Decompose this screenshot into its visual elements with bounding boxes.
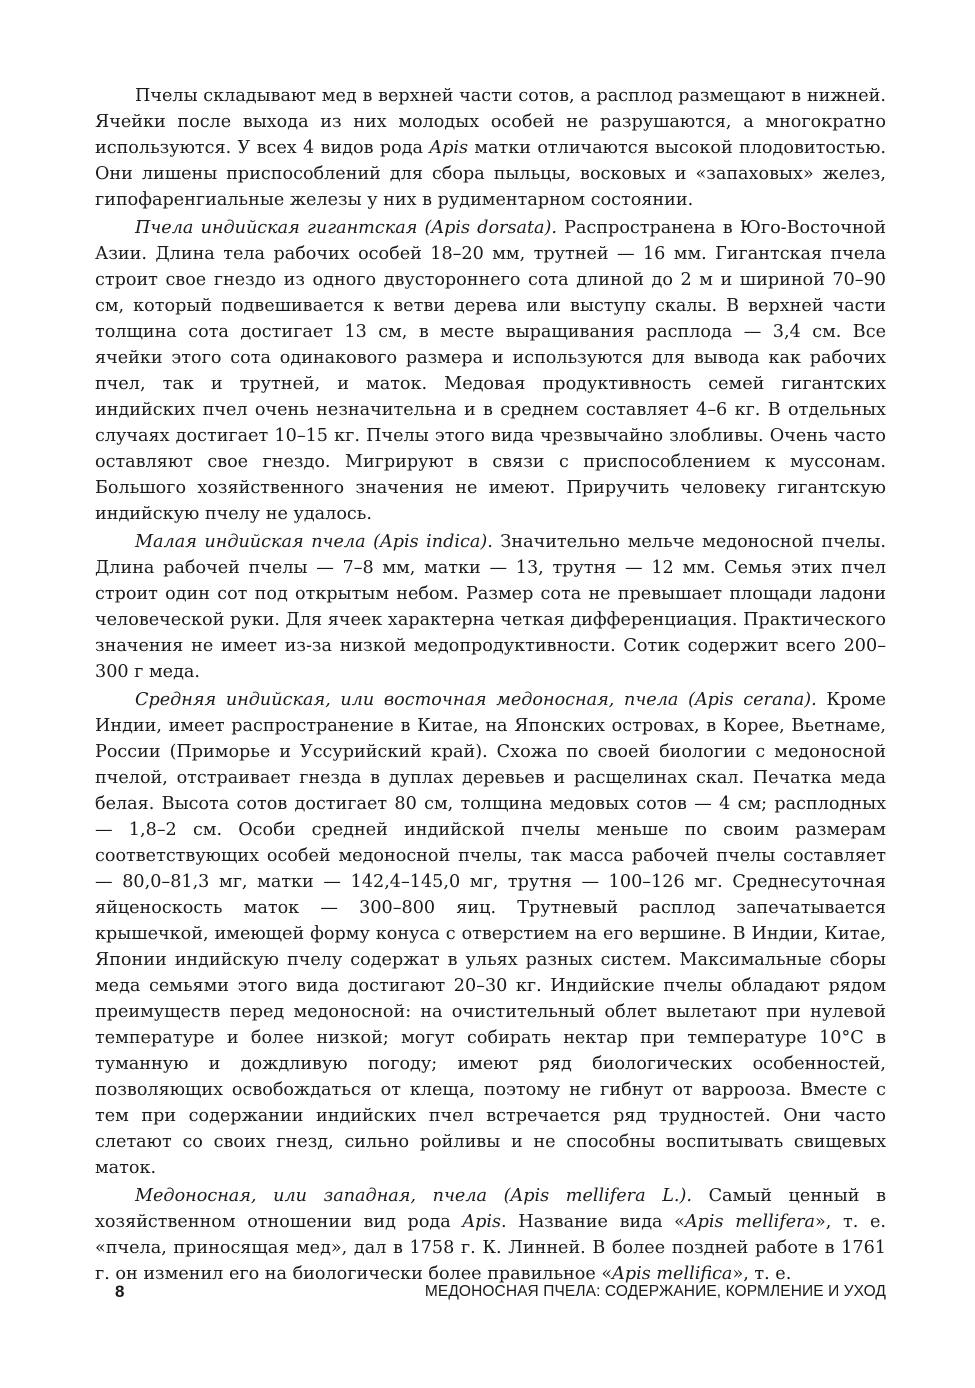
- text-run: Самый ценный в хозяйственном отношении вид рода: [95, 1186, 886, 1232]
- italic-run: Apis mellifera: [684, 1212, 816, 1232]
- paragraph: [95, 529, 886, 685]
- italic-run: Apis mellifica: [612, 1264, 733, 1284]
- text-run: Пчелы складывают мед в верхней части сотов, а расплод размещают в нижней. Ячейки после выхода из них молодых особей не разрушаются, а многократно используются. У всех 4 видов рода: [95, 86, 886, 158]
- italic-run: Медоносная, или западная, пчела (Apis mellifera L.).: [135, 1186, 692, 1206]
- italic-run: Средняя индийская, или восточная медоносная, пчела (Apis cerana).: [135, 690, 817, 710]
- text-run: . Название вида «: [501, 1212, 685, 1232]
- body-text: [95, 83, 886, 1289]
- text-run: », т. е.: [732, 1264, 792, 1284]
- italic-run: Apis: [429, 138, 469, 158]
- italic-run: Малая индийская пчела (Apis indica).: [135, 532, 493, 552]
- text-run: Кроме Индии, имеет распространение в Китае, на Японских островах, в Корее, Вьетнаме, России (Приморье и Уссурийский край). Схожа по своей биологии с медоносной пчелой, отстраивает гнезда в дуплах деревьев и расщелинах скал. Печатка меда белая. Высота сотов достигает 80 см, толщина медовых сотов — 4 см; расплодных — 1,8–2 см. Особи средней индийской пчелы меньше по своим размерам соответствующих особей медоносной пчелы, так масса рабочей пчелы составляет — 80,0–81,3 мг, матки — 142,4–145,0 мг, трутня — 100–126 мг. Среднесуточная яйценоскость маток — 300–800 яиц. Трутневый расплод запечатывается крышечкой, имеющей форму конуса с отверстием на его вершине. В Индии, Китае, Японии индийскую пчелу содержат в ульях разных систем. Максимальные сборы меда семьями этого вида достигают 20–30 кг. Индийские пчелы обладают рядом преимуществ перед медоносной: на очистительный облет вылетают при нулевой температуре и более низкой; могут собирать нектар при температуре 10°С в туманную и дождливую погоду; имеют ряд биологических особенностей, позволяющих освобождаться от клеща, поэтому не гибнут от варрооза. Вместе с тем при содержании индийских пчел встречается ряд трудностей. Они часто слетают со своих гнезд, сильно ройливы и не способны воспитывать свищевых маток.: [95, 690, 886, 1178]
- paragraph: [95, 1183, 886, 1287]
- paragraph: [95, 687, 886, 1181]
- text-run: матки отличаются высокой плодовитостью. Они лишены приспособлений для сбора пыльцы, восковых и «запаховых» желез, гипофаренгиальные железы у них в рудиментарном состоянии.: [95, 138, 886, 210]
- paragraph: [95, 215, 886, 527]
- running-head: МЕДОНОСНАЯ ПЧЕЛА: СОДЕРЖАНИЕ, КОРМЛЕНИЕ И УХОД: [424, 1283, 886, 1300]
- italic-run: Apis: [462, 1212, 502, 1232]
- page-number: 8: [115, 1282, 125, 1301]
- text-run: », т. е. «пчела, приносящая мед», дал в 1758 г. К. Линней. В более поздней работе в 1761 г. он изменил его на биологически более правильное «: [95, 1212, 887, 1284]
- paragraph: [95, 83, 886, 213]
- text-run: Значительно мельче медоносной пчелы. Длина рабочей пчелы — 7–8 мм, матки — 13, трутня — 12 мм. Семья этих пчел строит один сот под открытым небом. Размер сота не превышает площади ладони человеческой руки. Для ячеек характерна четкая дифференциация. Практического значения не имеет из-за низкой медопродуктивности. Сотик содержит всего 200–300 г меда.: [95, 532, 886, 682]
- text-run: Распространена в Юго-Восточной Азии. Длина тела рабочих особей 18–20 мм, трутней — 16 мм. Гигантская пчела строит свое гнездо из одного двустороннего сота длиной до 2 м и шириной 70–90 см, который подвешивается к ветви дерева или выступу скалы. В верхней части толщина сота достигает 13 см, в месте выращивания расплода — 3,4 см. Все ячейки этого сота одинакового размера и используются для вывода как рабочих пчел, так и трутней, и маток. Медовая продуктивность семей гигантских индийских пчел очень незначительна и в среднем составляет 4–6 кг. В отдельных случаях достигает 10–15 кг. Пчелы этого вида чрезвычайно злобливы. Очень часто оставляют свое гнездо. Мигрируют в связи с приспособлением к муссонам. Большого хозяйственного значения не имеют. Приручить человеку гигантскую индийскую пчелу не удалось.: [95, 218, 886, 524]
- page-footer: [95, 1282, 886, 1306]
- italic-run: Пчела индийская гигантская (Apis dorsata).: [135, 218, 557, 238]
